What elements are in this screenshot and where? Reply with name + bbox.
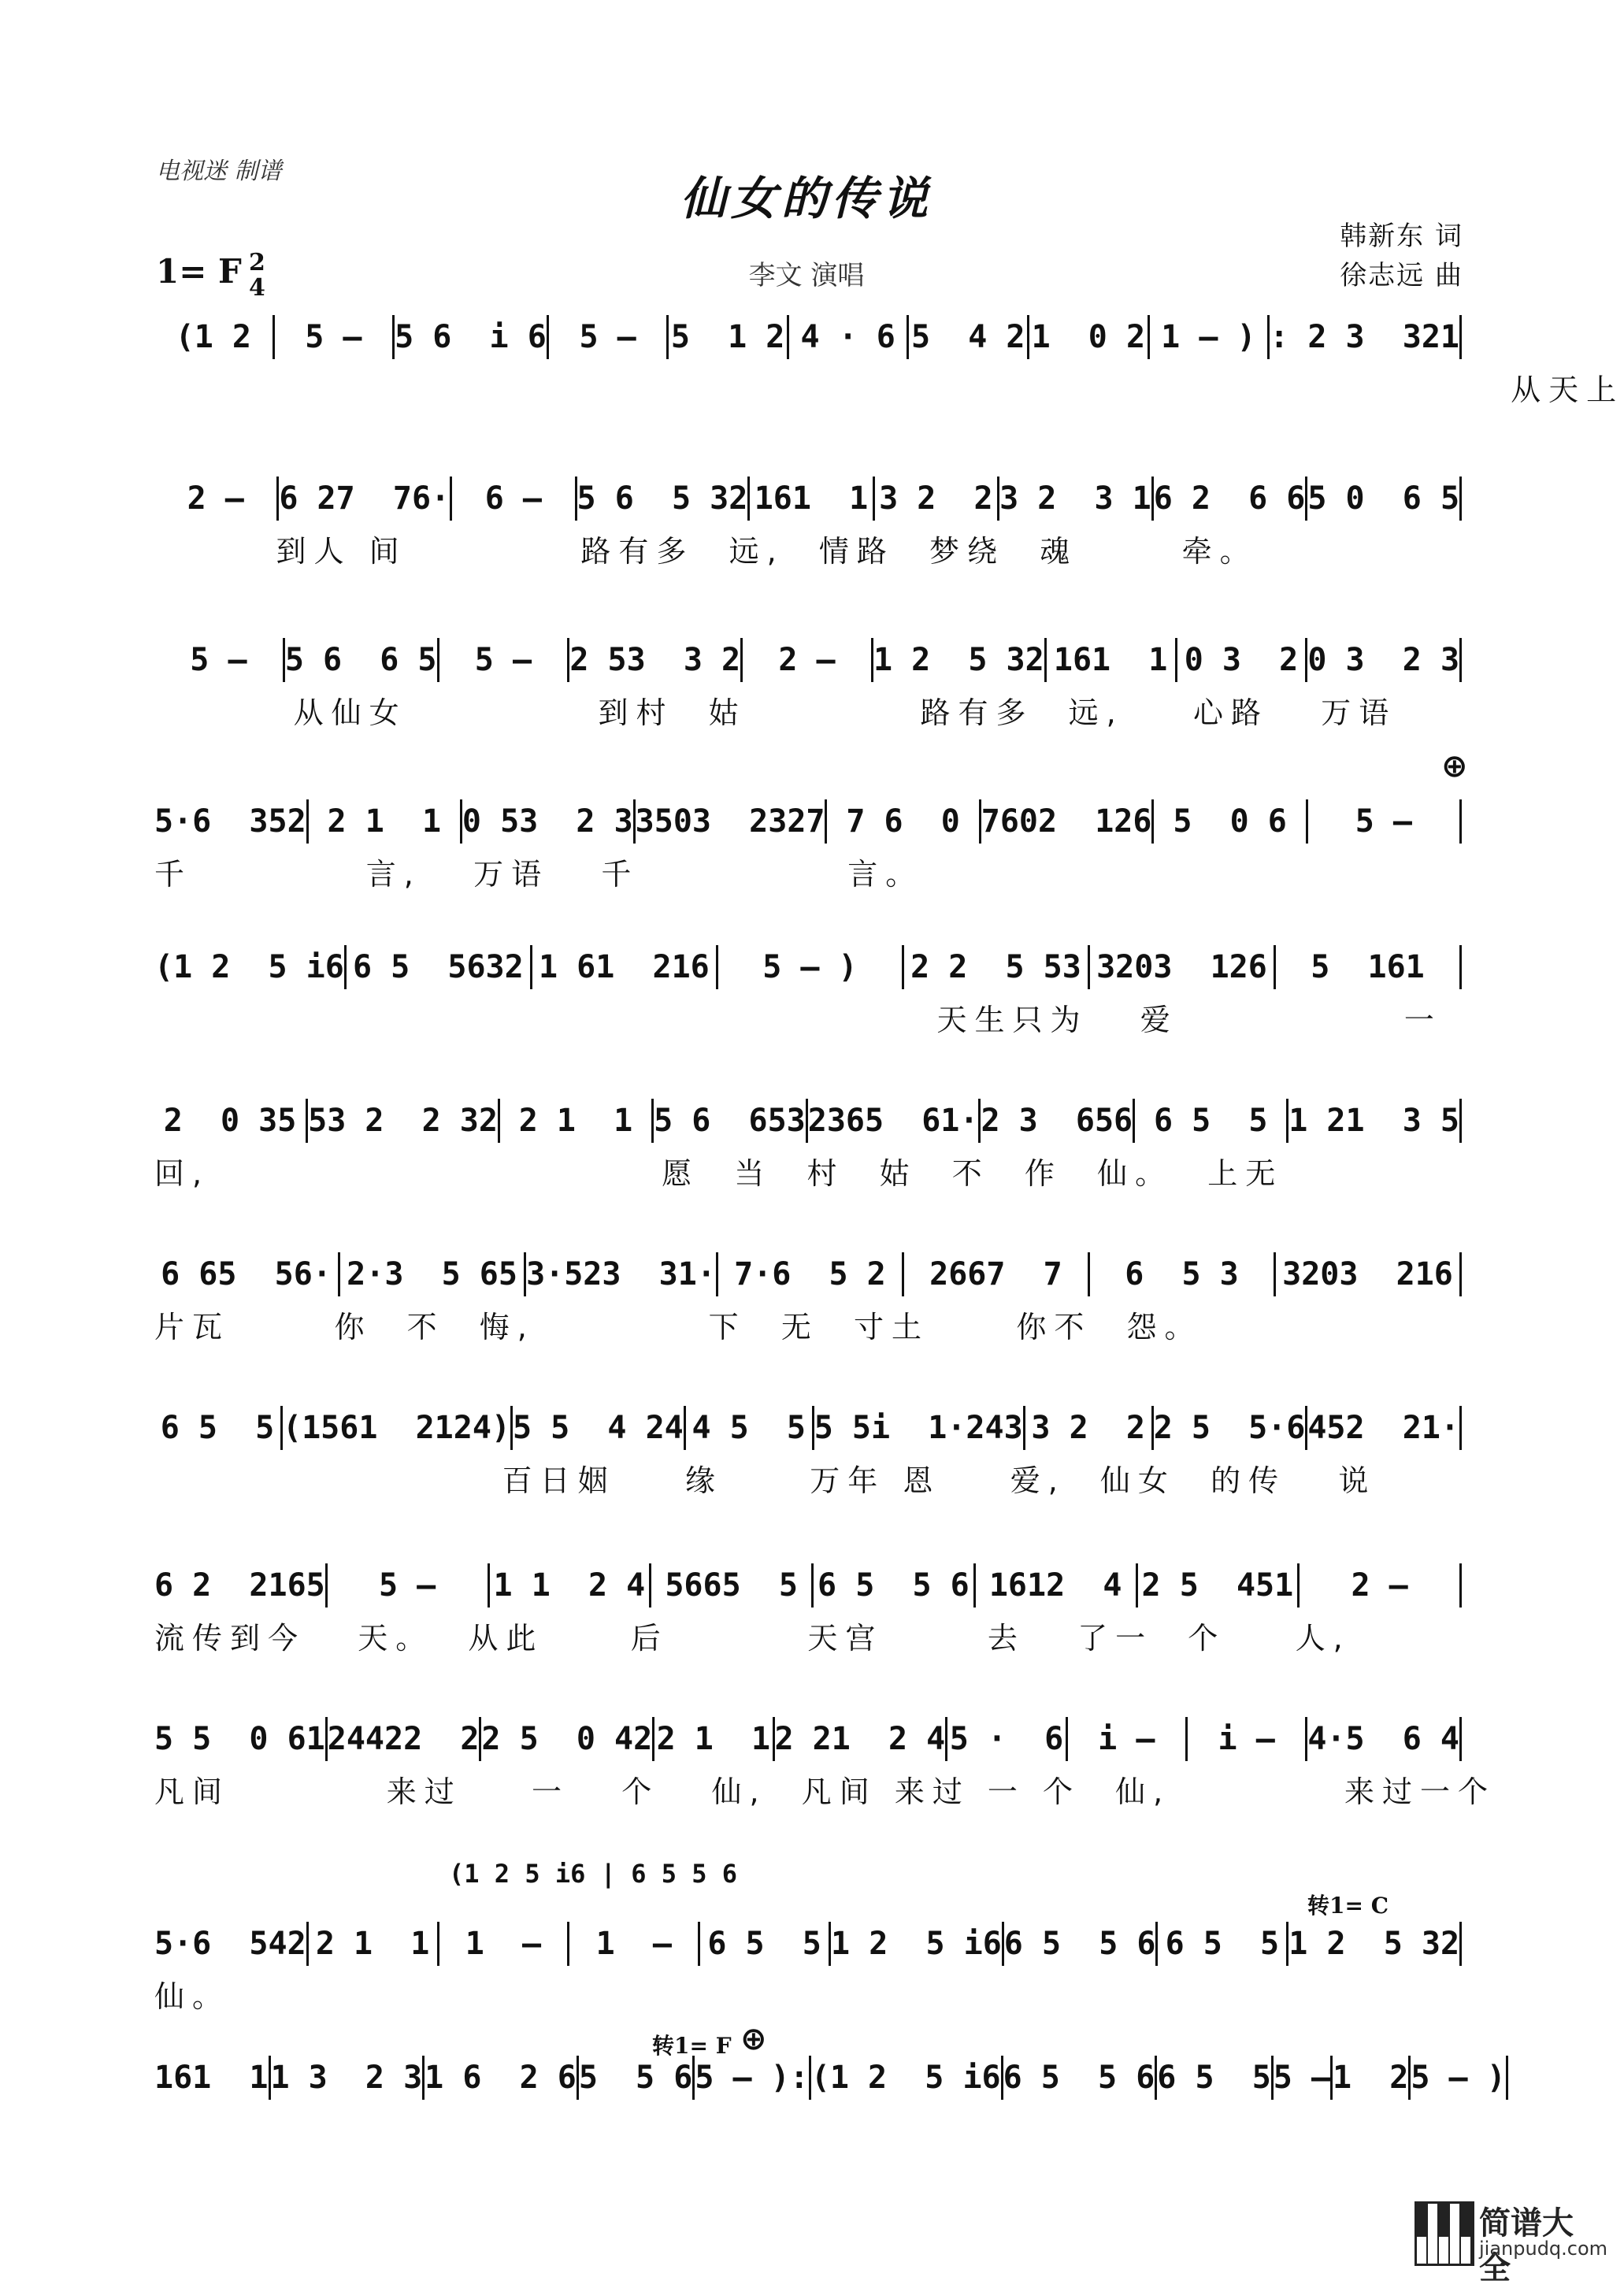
- lyrics-line: 千 言, 万语 千 言。: [154, 857, 924, 892]
- lyrics-line: 片瓦 你 不 悔, 下 无 寸土 你不 怨。: [154, 1310, 1203, 1344]
- measure: 5 6 i 6: [395, 315, 549, 359]
- watermark-logo: [1415, 2197, 1608, 2286]
- notes-line: [154, 315, 1462, 359]
- measure: 6 5 3: [1090, 1252, 1276, 1296]
- measure: 6 2 2165: [154, 1563, 328, 1608]
- measure: 3·523 31·: [526, 1252, 718, 1296]
- measure: 5665 5: [651, 1563, 814, 1608]
- measure: 6 5 5: [1158, 1922, 1288, 1966]
- measure: 6 5 5632: [347, 945, 532, 989]
- measure: 5 · 6: [947, 1717, 1067, 1761]
- measure: 2 21 2 4: [775, 1717, 948, 1761]
- measure: 2 1 1: [500, 1099, 654, 1143]
- measure: 5 0 6 5: [1307, 477, 1462, 521]
- measure: 2·3 5 65: [340, 1252, 526, 1296]
- measure: (1561 2124): [283, 1406, 513, 1450]
- modulation-c: 转1= C: [1307, 1893, 1389, 1919]
- measure: 6 5 5: [1157, 2056, 1274, 2100]
- notes-line: [154, 1099, 1462, 1143]
- song-title: 仙女的传说: [680, 172, 933, 225]
- time-signature-top: 2: [249, 249, 265, 276]
- measure: 5 0 6: [1154, 799, 1307, 844]
- measure: 5 – ): [1411, 2056, 1507, 2100]
- measure: 5 5 0 61: [154, 1717, 328, 1761]
- lyrics-line: 百日姻 缘 万年 恩 爱, 仙女 的传 说: [154, 1463, 1377, 1498]
- measure: 2 –: [1300, 1563, 1462, 1608]
- measure: 5 6 5 32: [577, 477, 751, 521]
- sub-phrase: (1 2 5 i6 | 6 5 5 6: [449, 1859, 738, 1889]
- measure: 2 3 656: [981, 1099, 1135, 1143]
- notes-line: [154, 799, 1462, 844]
- measure: 5·6 352: [154, 799, 309, 844]
- measure: i –: [1068, 1717, 1188, 1761]
- measure: 5 –: [328, 1563, 490, 1608]
- measure: 2 2 5 53: [904, 945, 1090, 989]
- measure: 161 1: [1047, 638, 1177, 682]
- lyrics-line: 流传到今 天。 从此 后 天宫 去 了一 个 人,: [154, 1621, 1351, 1656]
- measure: 2 –: [154, 477, 279, 521]
- measure: 2 0 35: [154, 1099, 308, 1143]
- notes-line: [154, 1252, 1462, 1296]
- measure: 5 6 653: [654, 1099, 808, 1143]
- measure: 4 5 5: [686, 1406, 814, 1450]
- lyricist-credit: 韩新东 词: [1340, 221, 1463, 252]
- lyrics-line: 从天上: [154, 373, 1624, 407]
- measure: : 2 3 321: [1270, 315, 1462, 359]
- measure: 1 1 2 4: [490, 1563, 652, 1608]
- measure: 5 –: [1308, 799, 1462, 844]
- measure: 6 5 5: [154, 1406, 283, 1450]
- notes-line: [154, 477, 1462, 521]
- measure: 1 21 3 5: [1288, 1099, 1462, 1143]
- score-row: [154, 945, 1462, 1048]
- measure: 1 3 2 3: [271, 2056, 425, 2100]
- modulation-f: 转1= F: [652, 2033, 732, 2059]
- score-row: [154, 799, 1462, 902]
- measure: 5 –: [439, 638, 570, 682]
- measure: 0 3 2: [1177, 638, 1308, 682]
- measure: 1 –: [569, 1922, 700, 1966]
- measure: 2 5 0 42: [481, 1717, 654, 1761]
- score-row: [154, 2056, 1506, 2158]
- score-row: [154, 1717, 1496, 1819]
- measure: 2 5 451: [1138, 1563, 1300, 1608]
- measure: 5 –: [275, 315, 395, 359]
- measure: 2667 7: [904, 1252, 1090, 1296]
- measure: 7602 126: [981, 799, 1155, 844]
- measure: 7 6 0: [827, 799, 981, 844]
- coda-icon: ⊕: [1441, 748, 1468, 784]
- measure: 53 2 2 32: [308, 1099, 500, 1143]
- measure: 5 –: [549, 315, 669, 359]
- notes-line: [154, 2056, 1506, 2100]
- measure: (1 2 5 i6: [811, 2056, 1003, 2100]
- measure: 6 5 5 6: [1003, 2056, 1158, 2100]
- score-row: [154, 1406, 1462, 1508]
- arranger-credit: 电视迷 制谱: [156, 158, 282, 185]
- measure: 7·6 5 2: [718, 1252, 904, 1296]
- piano-icon: [1415, 2201, 1474, 2266]
- score-row: [154, 638, 1462, 740]
- measure: 3 2 2: [875, 477, 999, 521]
- notes-line: [154, 638, 1462, 682]
- measure: 1 61 216: [532, 945, 718, 989]
- measure: 2 1 1: [309, 1922, 439, 1966]
- measure: 4 · 6: [789, 315, 910, 359]
- lyrics-line: 凡间 来过 一 个 仙, 凡间 来过 一 个 仙, 来过一个: [154, 1774, 1496, 1809]
- notes-line: [154, 1406, 1462, 1450]
- measure: 161 1: [154, 2056, 271, 2100]
- measure: 2 –: [743, 638, 873, 682]
- measure: 1 – ): [1150, 315, 1270, 359]
- measure: 2365 61·: [808, 1099, 981, 1143]
- lyrics-line: 天生只为 爱 一: [154, 1003, 1442, 1037]
- measure: 2 1 1: [309, 799, 462, 844]
- measure: 1 2 5 32: [1288, 1922, 1462, 1966]
- score-row: [154, 1922, 1462, 2024]
- measure: 2 53 3 2: [569, 638, 743, 682]
- measure: 5 5i 1·243: [814, 1406, 1025, 1450]
- measure: (1 2: [154, 315, 275, 359]
- measure: 452 21·: [1307, 1406, 1462, 1450]
- measure: 1 0 2: [1029, 315, 1150, 359]
- measure: 4·5 6 4: [1307, 1717, 1462, 1761]
- measure: 0 3 2 3: [1307, 638, 1462, 682]
- measure: 6 5 5 6: [1004, 1922, 1159, 1966]
- measure: 2 5 5·6: [1154, 1406, 1308, 1450]
- measure: 5 1 2: [669, 315, 789, 359]
- measure: 5 4 2: [909, 315, 1029, 359]
- measure: 1 –: [439, 1922, 570, 1966]
- measure: 1 6 2 6: [425, 2056, 579, 2100]
- singer-credit: 李文 演唱: [748, 260, 865, 291]
- notes-line: [154, 1563, 1462, 1608]
- measure: 6 –: [452, 477, 577, 521]
- measure: 6 65 56·: [154, 1252, 340, 1296]
- measure: i –: [1188, 1717, 1307, 1761]
- measure: 6 5 5: [700, 1922, 831, 1966]
- watermark-name: 简谱大全: [1479, 2205, 1574, 2286]
- score-row: [154, 1252, 1462, 1355]
- lyrics-line: 仙。: [154, 1979, 231, 2014]
- measure: 5 – ):: [695, 2056, 811, 2100]
- score-row: [154, 477, 1462, 579]
- measure: 3 2 3 1: [999, 477, 1154, 521]
- measure: 5 – ): [718, 945, 904, 989]
- measure: 3203 216: [1276, 1252, 1462, 1296]
- measure: 1 2 5 32: [873, 638, 1047, 682]
- score-row: [154, 315, 1624, 417]
- measure: 6 2 6 6: [1154, 477, 1308, 521]
- measure: 5 5 4 24: [513, 1406, 686, 1450]
- measure: 5 5 6: [579, 2056, 695, 2100]
- measure: 3 2 2: [1025, 1406, 1154, 1450]
- measure: 5 –: [154, 638, 285, 682]
- measure: 1 2: [1333, 2056, 1411, 2100]
- measure: 1 2 5 i6: [831, 1922, 1004, 1966]
- measure: 5 6 6 5: [285, 638, 439, 682]
- measure: 6 27 76·: [279, 477, 452, 521]
- measure: 5 161: [1276, 945, 1462, 989]
- measure: (1 2 5 i6: [154, 945, 347, 989]
- notes-line: [154, 1717, 1462, 1761]
- measure: 24422 2: [328, 1717, 482, 1761]
- composer-credit: 徐志远 曲: [1340, 260, 1463, 291]
- measure: 6 5 5: [1135, 1099, 1288, 1143]
- measure: 3503 2327: [636, 799, 828, 844]
- measure: 6 5 5 6: [814, 1563, 976, 1608]
- notes-line: [154, 1922, 1462, 1966]
- measure: 1612 4: [976, 1563, 1138, 1608]
- measure: 0 53 2 3: [462, 799, 636, 844]
- score-row: [154, 1099, 1462, 1201]
- lyrics-line: 从仙女 到村 姑 路有多 远, 心路 万语: [154, 695, 1397, 730]
- watermark-url: jianpudq.com: [1479, 2238, 1608, 2260]
- key-signature: 1= F: [156, 252, 242, 291]
- time-signature-bottom: 4: [249, 274, 265, 302]
- measure: 2 1 1: [654, 1717, 774, 1761]
- measure: 5 –: [1274, 2056, 1333, 2100]
- lyrics-line: 回, 愿 当 村 姑 不 作 仙。 上无: [154, 1156, 1284, 1191]
- measure: 161 1: [750, 477, 874, 521]
- score-row: [154, 1563, 1462, 1666]
- measure: 5·6 542: [154, 1922, 309, 1966]
- measure: 3203 126: [1090, 945, 1276, 989]
- lyrics-line: 到人 间 路有多 远, 情路 梦绕 魂 牵。: [154, 534, 1258, 569]
- coda-icon-2: ⊕: [740, 2021, 767, 2057]
- notes-line: [154, 945, 1462, 989]
